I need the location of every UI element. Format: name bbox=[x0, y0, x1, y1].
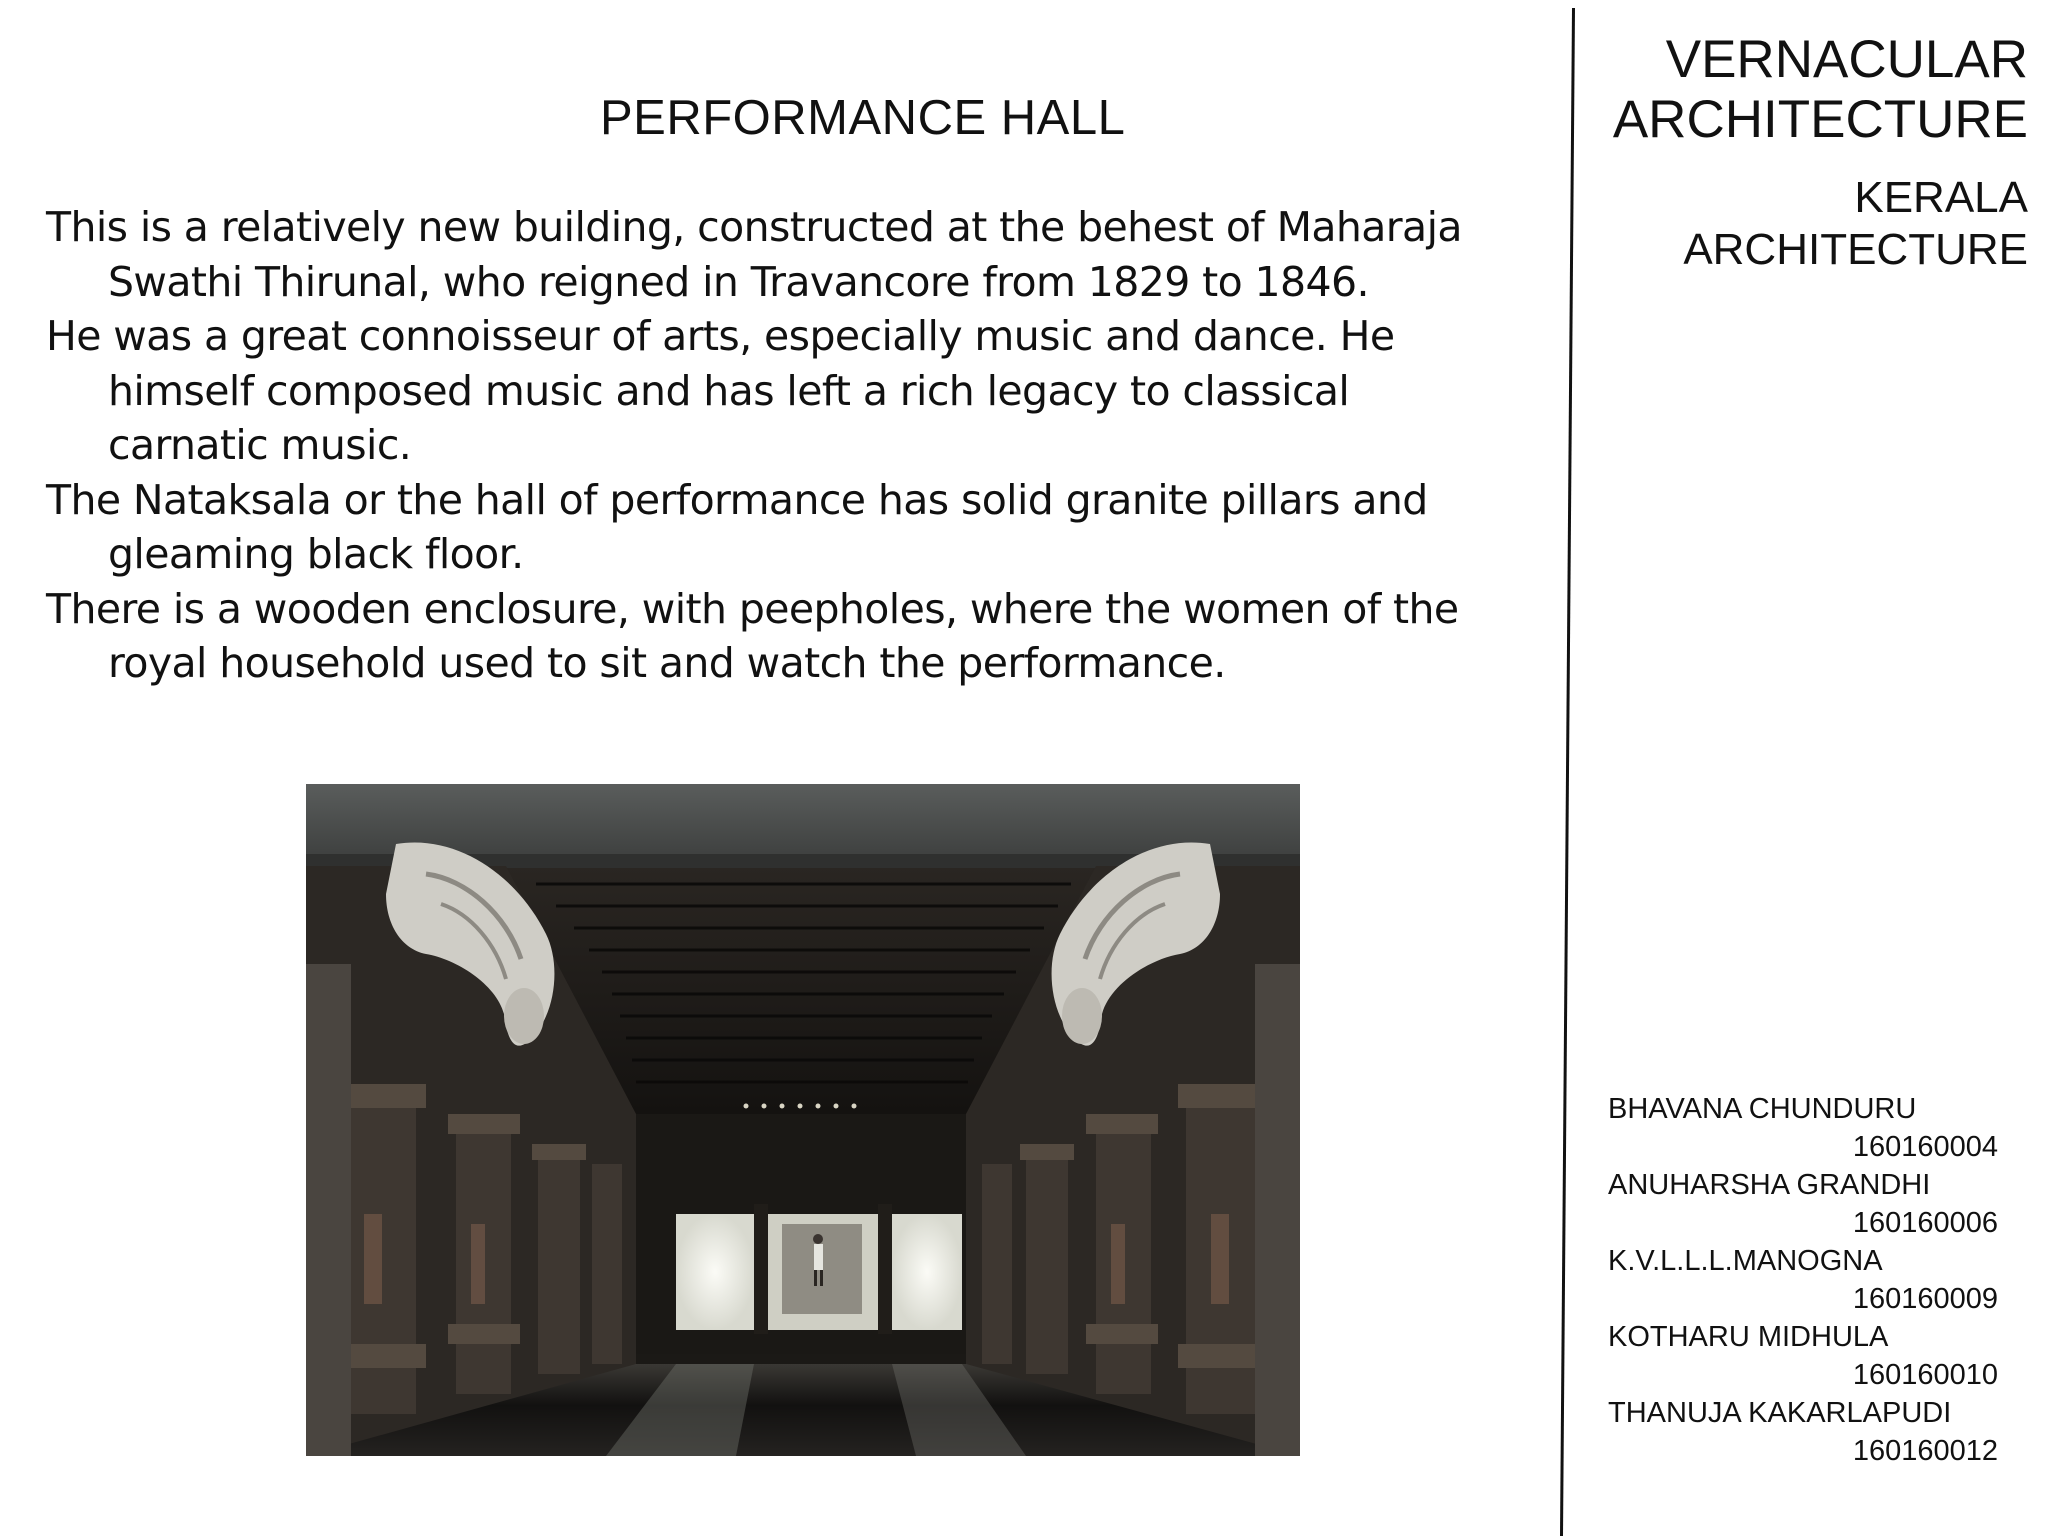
slide-title: PERFORMANCE HALL bbox=[600, 91, 1126, 145]
author-name: ANUHARSHA GRANDHI bbox=[1608, 1169, 1931, 1201]
author-roll-number: 160160010 bbox=[1852, 1359, 1998, 1391]
course-heading-line1: VERNACULAR bbox=[1665, 30, 2028, 89]
topic-subheading-line1: KERALA bbox=[1854, 173, 2028, 222]
author-roll-number: 160160004 bbox=[1852, 1131, 1998, 1163]
author-name: K.V.L.L.L.MANOGNA bbox=[1608, 1245, 1883, 1277]
body-text bbox=[46, 200, 1496, 691]
author-roll-number: 160160006 bbox=[1852, 1207, 1998, 1239]
paragraph-1: This is a relatively new building, constructed at the behest of Maharaja Swathi Thirunal, who reigned in Travancore from 1829 to 1846. bbox=[46, 203, 1462, 306]
author-name: THANUJA KAKARLAPUDI bbox=[1608, 1397, 1952, 1429]
author-entry bbox=[1608, 1166, 1998, 1242]
topic-subheading bbox=[1683, 172, 2028, 276]
author-roll-number: 160160012 bbox=[1852, 1435, 1998, 1467]
author-roll-number: 160160009 bbox=[1852, 1283, 1998, 1315]
paragraph-4: There is a wooden enclosure, with peepholes, where the women of the royal household used to sit and watch the performance. bbox=[46, 584, 1459, 687]
author-entry bbox=[1608, 1242, 1998, 1318]
author-list bbox=[1608, 1090, 1998, 1470]
author-entry bbox=[1608, 1090, 1998, 1166]
paragraph-2: He was a great connoisseur of arts, especially music and dance. He himself composed music and has left a rich legacy to classical carnatic music. bbox=[46, 312, 1395, 469]
course-heading bbox=[1613, 30, 2028, 150]
author-entry bbox=[1608, 1318, 1998, 1394]
author-name: KOTHARU MIDHULA bbox=[1608, 1321, 1889, 1353]
course-heading-line2: ARCHITECTURE bbox=[1612, 90, 2028, 149]
paragraph-3: The Nataksala or the hall of performance has solid granite pillars and gleaming black floor. bbox=[46, 475, 1428, 578]
author-entry bbox=[1608, 1394, 1998, 1470]
author-name: BHAVANA CHUNDURU bbox=[1608, 1093, 1917, 1125]
performance-hall-photo bbox=[306, 784, 1300, 1456]
vertical-divider bbox=[1560, 8, 1575, 1536]
topic-subheading-line2: ARCHITECTURE bbox=[1683, 225, 2028, 274]
